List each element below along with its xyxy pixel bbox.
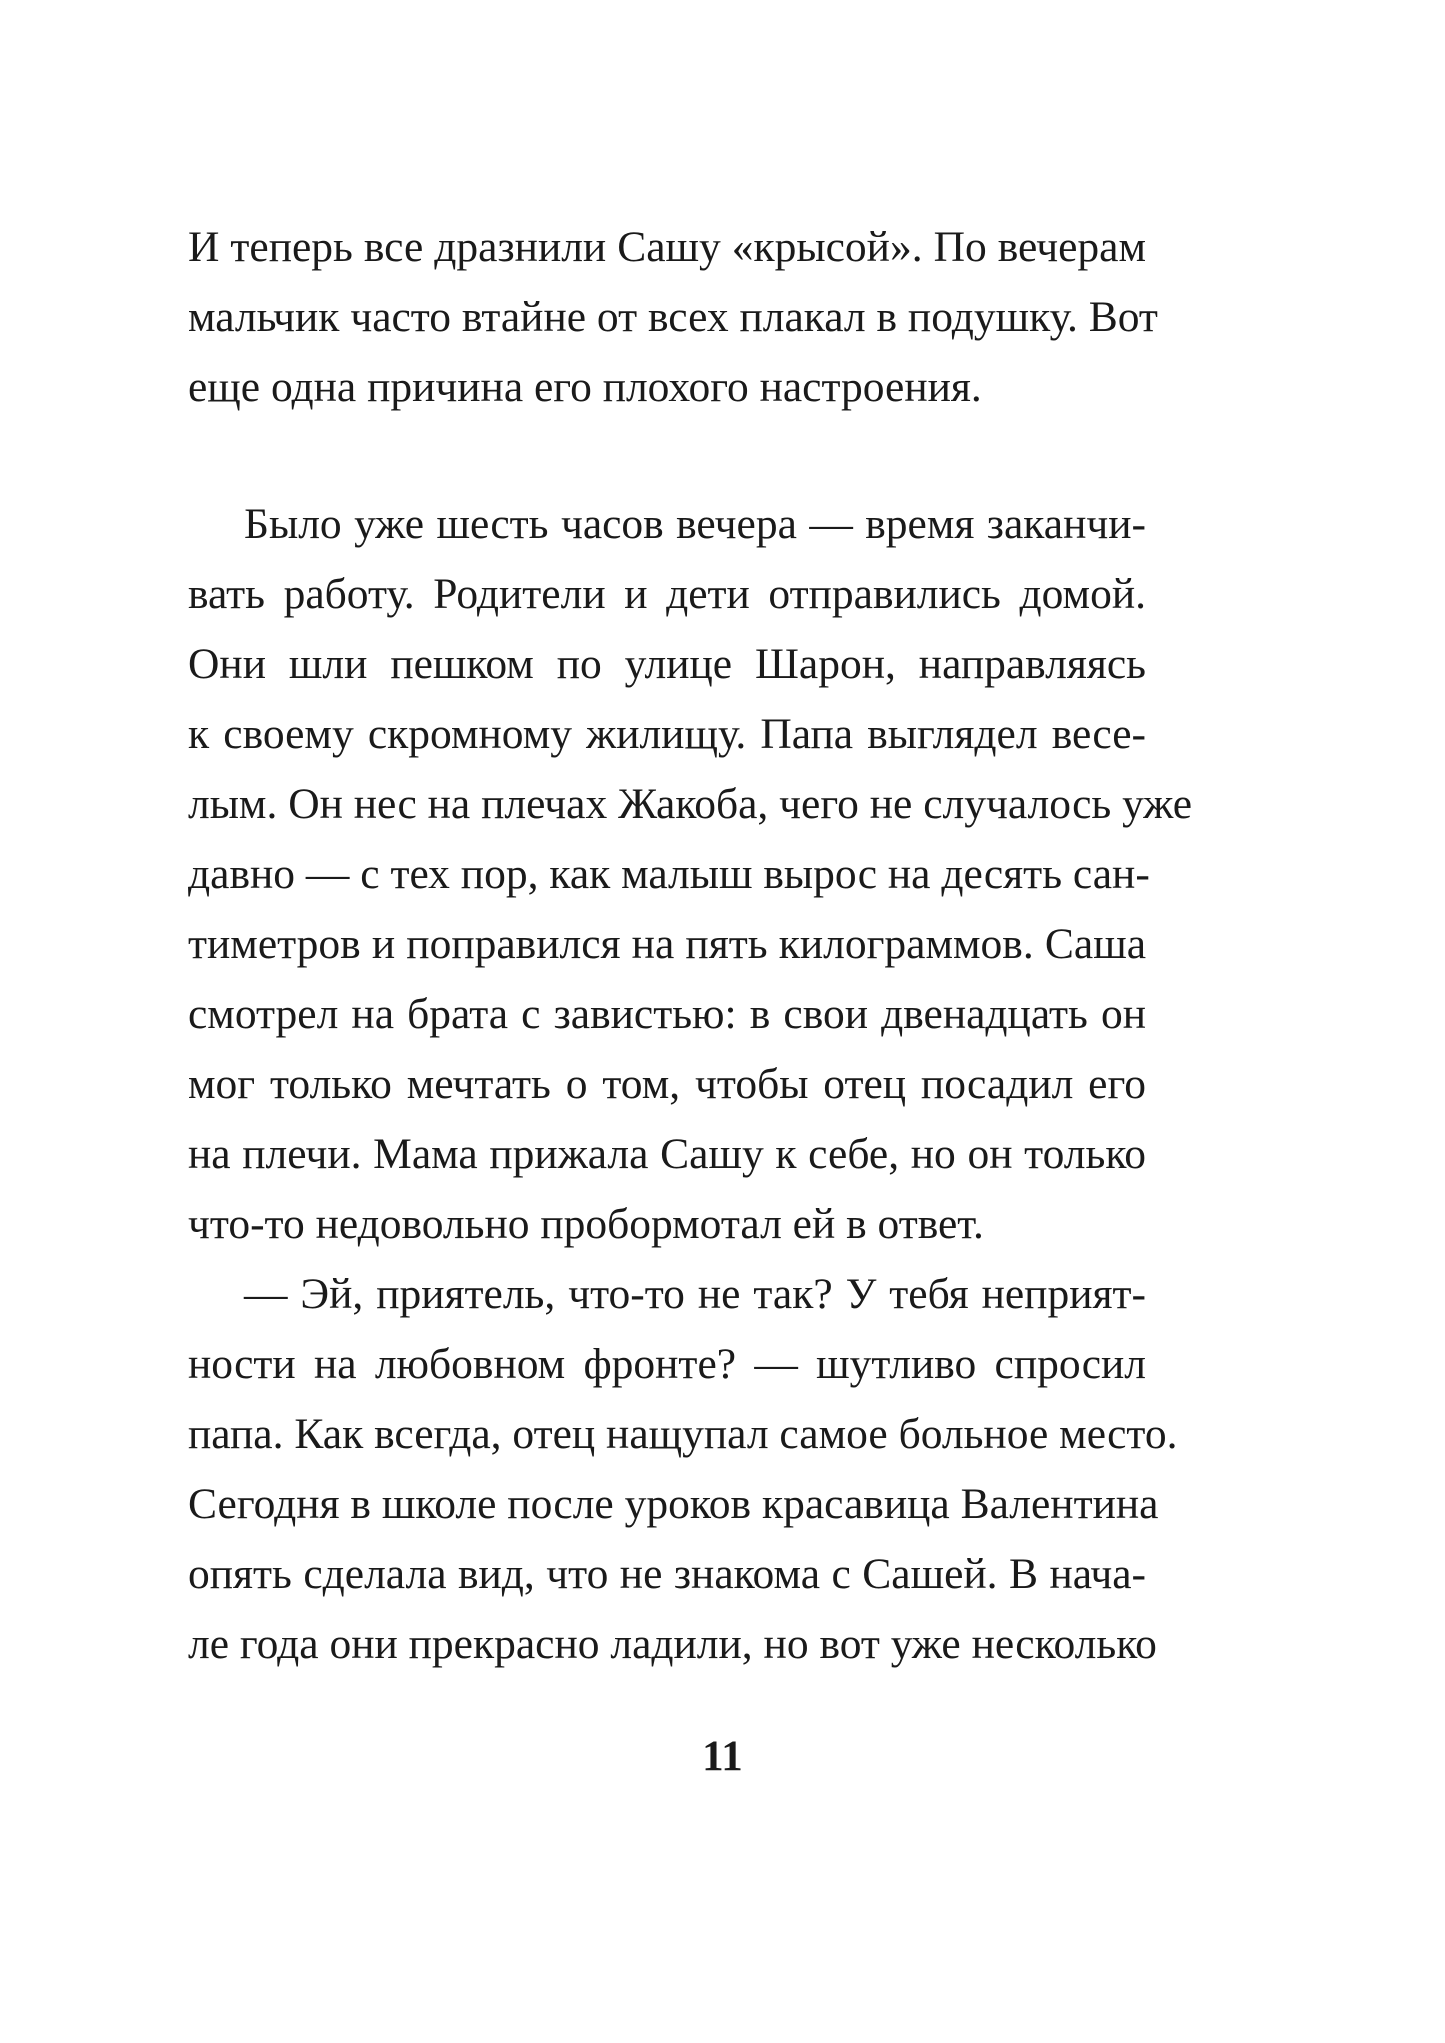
paragraph bbox=[188, 1259, 1178, 1679]
text-line: мальчик часто втайне от всех плакал в подушку. Вот bbox=[188, 293, 1158, 341]
text-line: к своему скромному жилищу. Папа выглядел весе- bbox=[188, 710, 1146, 758]
text-line: еще одна причина его плохого настроения. bbox=[188, 363, 982, 411]
page-number: 11 bbox=[702, 1733, 743, 1780]
text-line: тиметров и поправился на пять килограммов. Саша bbox=[188, 920, 1146, 968]
paragraph-gap bbox=[188, 422, 1146, 489]
text-line: Сегодня в школе после уроков красавица Валентина bbox=[188, 1480, 1159, 1528]
text-line: что-то недовольно пробормотал ей в ответ. bbox=[188, 1200, 984, 1248]
text-line: ле года они прекрасно ладили, но вот уже несколько bbox=[188, 1620, 1157, 1668]
page-body bbox=[188, 212, 1193, 1679]
text-line: давно — с тех пор, как малыш вырос на десять сан- bbox=[188, 850, 1150, 898]
text-line: И теперь все дразнили Сашу «крысой». По вечерам bbox=[188, 223, 1146, 271]
text-line: вать работу. Родители и дети отправились домой. bbox=[188, 570, 1146, 618]
paragraph bbox=[188, 489, 1193, 1259]
text-line: — Эй, приятель, что-то не так? У тебя неприят- bbox=[244, 1270, 1146, 1318]
text-line: лым. Он нес на плечах Жакоба, чего не случалось уже bbox=[188, 780, 1193, 828]
text-line: мог только мечтать о том, чтобы отец посадил его bbox=[188, 1060, 1146, 1108]
text-line: папа. Как всегда, отец нащупал самое больное место. bbox=[188, 1410, 1178, 1458]
text-line: ности на любовном фронте? — шутливо спросил bbox=[188, 1340, 1146, 1388]
text-line: смотрел на брата с завистью: в свои двенадцать он bbox=[188, 990, 1146, 1038]
text-line: опять сделала вид, что не знакома с Сашей. В нача- bbox=[188, 1550, 1146, 1598]
text-line: на плечи. Мама прижала Сашу к себе, но он только bbox=[188, 1130, 1146, 1178]
paragraph bbox=[188, 212, 1158, 422]
text-line: Было уже шесть часов вечера — время заканчи- bbox=[244, 500, 1146, 548]
text-line: Они шли пешком по улице Шарон, направляясь bbox=[188, 640, 1146, 688]
